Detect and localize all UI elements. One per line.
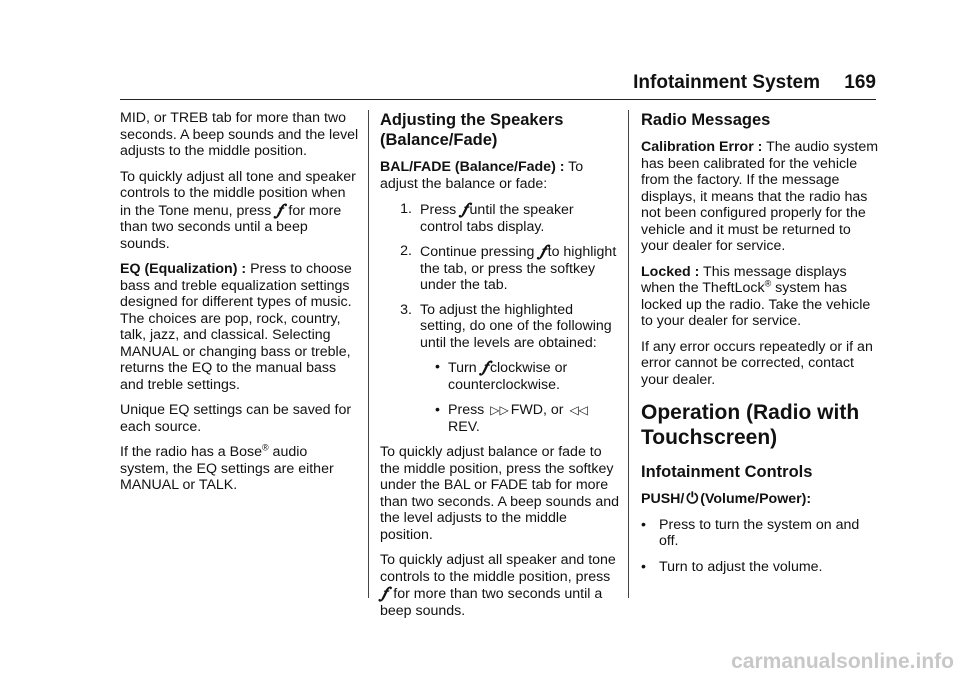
paragraph: Unique EQ settings can be saved for each source. [120,402,352,435]
text: Press [420,202,457,218]
list-item [380,302,620,352]
paragraph [120,261,360,393]
watermark: carmanualsonline.info [731,650,954,673]
bullet: • [435,402,440,418]
seek-reverse-icon: ◁◁ [569,403,588,417]
column-3 [641,110,881,584]
bullet-text [448,402,620,435]
section-heading: Adjusting the Speakers (Balance/Fade) [380,111,564,149]
list-text: To adjust the highlighted setting, do one of the following until the levels are obtained: [420,301,612,351]
menu-knob-icon: 𝆑 [540,241,546,260]
paragraph [641,139,881,255]
list-number: 1. [400,201,412,217]
text: This message displays when the TheftLock [641,263,847,296]
text: Continue pressing [420,244,535,260]
text: to highlight the tab, or press the softkey under the tab. [420,244,617,293]
list-number: 2. [400,243,412,259]
bullet-item [641,517,881,550]
bal-fade-text: To adjust the balance or fade: [380,159,584,192]
paragraph [120,169,360,253]
column-1 [120,110,360,503]
column-divider [368,110,369,598]
eq-label: EQ (Equalization) : [120,261,247,277]
numbered-list [380,201,620,435]
text: Press [448,402,485,418]
page-header [120,72,876,98]
list-item [380,201,620,235]
text: system has locked up the radio. Take the vehicle to your dealer for service. [641,280,871,329]
text: PUSH/ [641,491,685,507]
subsection-heading: Infotainment Controls [641,463,813,481]
calibration-error-text: The audio system has been calibrated for the vehicle from the factory. If the message displays, it means that the radio has not been configured properly for the vehicle and it must be returned to your dealer for service. [641,139,879,254]
bullet: • [435,359,440,375]
bal-fade-label: BAL/FADE (Balance/Fade) : [380,159,565,175]
section-title: Infotainment System [633,72,820,93]
paragraph: MID, or TREB tab for more than two seconds. A beep sounds and the level adjusts to the middle position. [120,110,359,159]
bullet: • [641,516,646,533]
menu-knob-icon: 𝆑 [482,357,488,376]
text: FWD, or [510,402,564,418]
chapter-heading: Operation (Radio with Touchscreen) [641,401,860,449]
menu-knob-icon: 𝆑 [462,199,468,218]
push-power-label [641,491,881,508]
sub-bullet [420,402,620,435]
calibration-error-label: Calibration Error : [641,139,763,155]
list-text [420,243,620,294]
paragraph: To quickly adjust balance or fade to the middle position, press the softkey under the BAL or FADE tab for more than two seconds. A beep sounds and the level adjusts to the middle position. [380,444,620,543]
paragraph: If any error occurs repeatedly or if an error cannot be corrected, contact your dealer. [641,338,873,388]
paragraph [120,444,360,494]
column-2 [380,110,620,628]
bullet-text: Press to turn the system on and off. [659,516,860,549]
text: until the speaker control tabs display. [420,202,574,235]
bullet: • [641,558,646,575]
bullet-text: Turn to adjust the volume. [659,558,823,575]
page-number: 169 [844,72,876,93]
text: audio system, the EQ settings are either MANUAL or TALK. [120,444,334,493]
text: Turn [448,360,477,376]
menu-knob-icon: 𝆑 [277,199,283,219]
paragraph [380,552,620,619]
registered-mark: ® [261,442,269,453]
paragraph [380,159,620,192]
list-text [420,201,620,235]
menu-knob-icon: 𝆑 [382,583,388,602]
power-icon: ⏻ [686,490,699,507]
section-heading: Radio Messages [641,111,771,129]
locked-label: Locked : [641,263,700,280]
bullet-item [641,559,881,576]
text: To quickly adjust all speaker and tone controls to the middle position, press [380,552,616,585]
column-divider [628,110,629,598]
eq-text: Press to choose bass and treble equalization settings designed for different types of music. The choices are pop, rock, country, talk, jazz, and classical. Selecting MANUAL or changing bass or treble, returns the EQ to the manual bass and treble settings. [120,261,352,393]
sub-bullet [420,359,620,393]
registered-mark: ® [764,278,772,289]
text: If the radio has a Bose [120,444,262,460]
text: for more than two seconds until a beep sounds. [120,202,342,252]
header-rule [120,99,876,100]
bullet-text [448,359,620,393]
list-item [380,243,620,294]
text: (Volume/Power): [700,491,812,507]
text: for more than two seconds until a beep sounds. [380,586,603,619]
paragraph [641,264,881,330]
text: To quickly adjust all tone and speaker controls to the middle position when in the Tone menu, press [120,168,356,219]
text: clockwise or counterclockwise. [448,360,568,393]
list-number: 3. [400,301,412,318]
text: REV. [448,418,480,435]
seek-forward-icon: ▷▷ [490,403,509,417]
